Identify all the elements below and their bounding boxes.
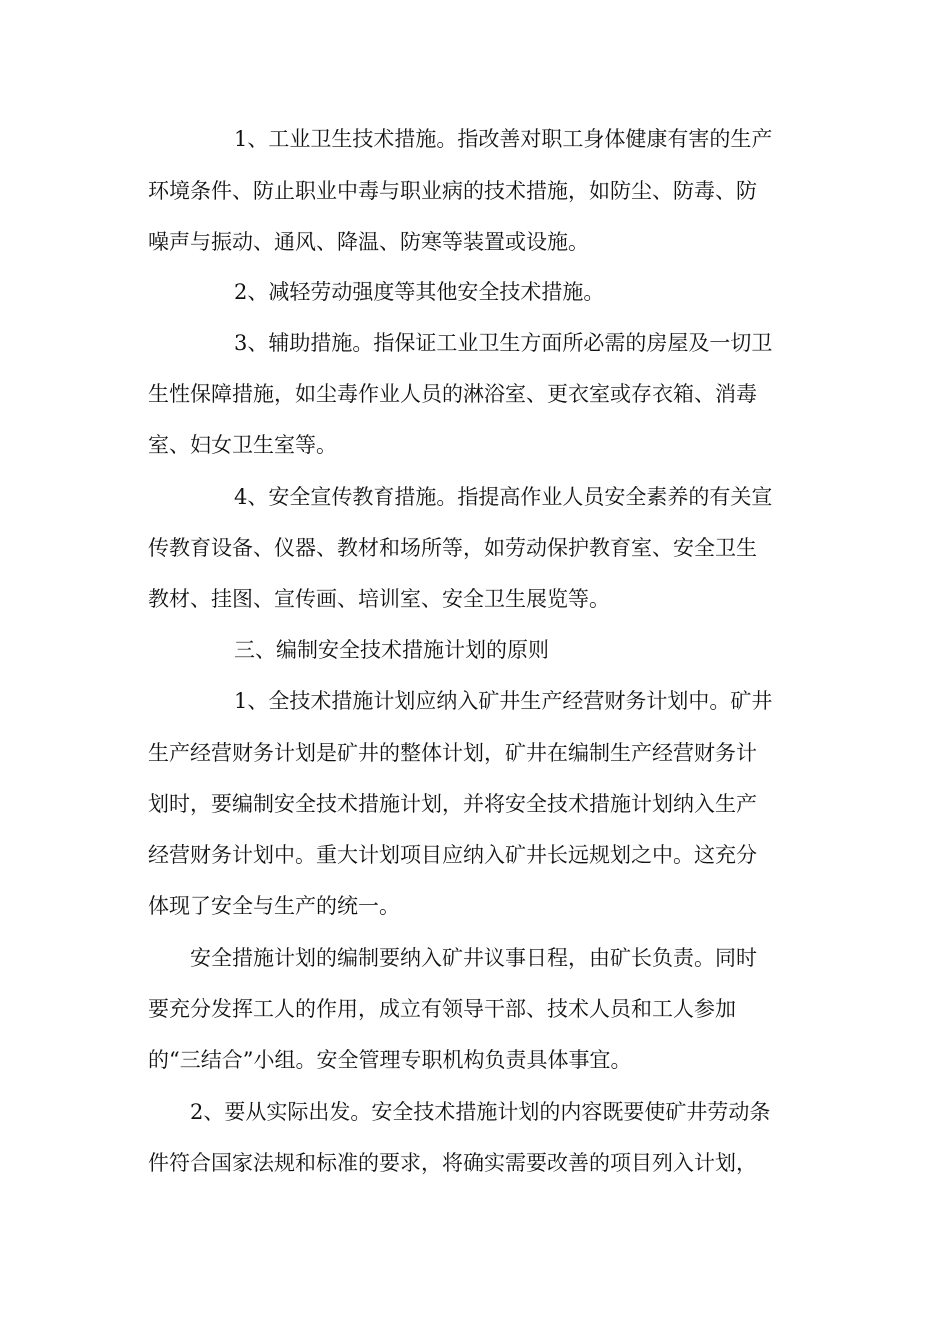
paragraph-6-line-3: 的“三结合”小组。安全管理专职机构负责具体事宜。 [148, 1048, 632, 1072]
paragraph-5-line-5: 体现了安全与生产的统一。 [148, 894, 400, 918]
paragraph-5-line-4: 经营财务计划中。重大计划项目应纳入矿井长远规划之中。这充分 [148, 843, 757, 867]
paragraph-3-line-2: 生性保障措施，如尘毒作业人员的淋浴室、更衣室或存衣箱、消毒 [148, 382, 757, 406]
paragraph-1-line-1: 1、工业卫生技术措施。指改善对职工身体健康有害的生产 [234, 127, 773, 151]
paragraph-5-line-1: 1、全技术措施计划应纳入矿井生产经营财务计划中。矿井 [234, 689, 773, 713]
paragraph-5-line-3: 划时，要编制安全技术措施计划，并将安全技术措施计划纳入生产 [148, 792, 757, 816]
paragraph-4-line-3: 教材、挂图、宣传画、培训室、安全卫生展览等。 [148, 587, 610, 611]
paragraph-7-line-1: 2、要从实际出发。安全技术措施计划的内容既要使矿井劳动条 [190, 1100, 771, 1124]
paragraph-4-line-2: 传教育设备、仪器、教材和场所等，如劳动保护教育室、安全卫生 [148, 536, 757, 560]
paragraph-1-line-2: 环境条件、防止职业中毒与职业病的技术措施，如防尘、防毒、防 [148, 179, 757, 203]
paragraph-1-line-3: 噪声与振动、通风、降温、防寒等装置或设施。 [148, 230, 589, 254]
paragraph-6-line-2: 要充分发挥工人的作用，成立有领导干部、技术人员和工人参加 [148, 997, 736, 1021]
paragraph-4-line-1: 4、安全宣传教育措施。指提高作业人员安全素养的有关宣 [234, 485, 773, 509]
paragraph-3-line-3: 室、妇女卫生室等。 [148, 433, 337, 457]
paragraph-6-line-1: 安全措施计划的编制要纳入矿井议事日程，由矿长负责。同时 [190, 946, 757, 970]
paragraph-3-line-1: 3、辅助措施。指保证工业卫生方面所必需的房屋及一切卫 [234, 331, 773, 355]
paragraph-7-line-2: 件符合国家法规和标准的要求，将确实需要改善的项目列入计划， [148, 1151, 757, 1175]
paragraph-5-line-2: 生产经营财务计划是矿井的整体计划，矿井在编制生产经营财务计 [148, 741, 757, 765]
section-heading: 三、编制安全技术措施计划的原则 [234, 638, 549, 662]
paragraph-2-line-1: 2、减轻劳动强度等其他安全技术措施。 [234, 280, 605, 304]
